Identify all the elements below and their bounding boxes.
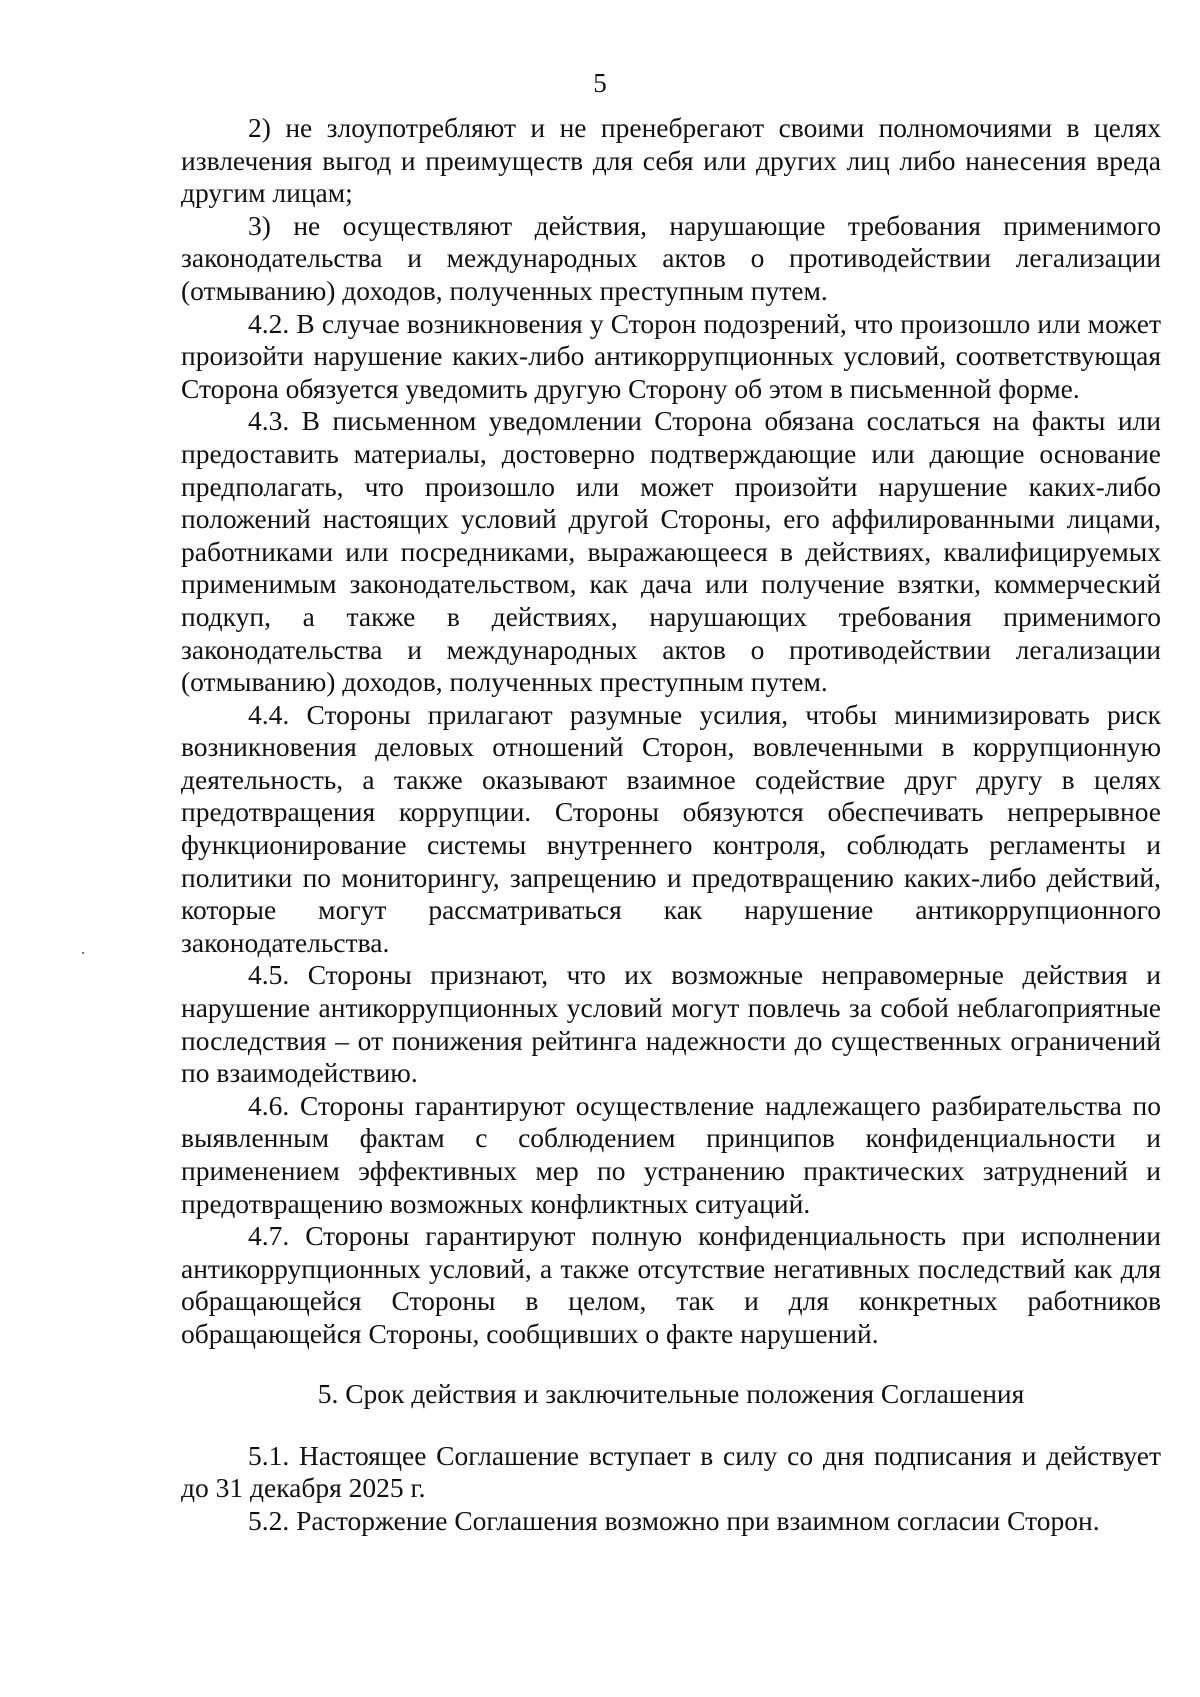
paragraph-item-3: 3) не осуществляют действия, нарушающие требования применимого законодательства и международных актов о противодействии легализации (отмыванию) доходов, полученных преступным путем.	[181, 209, 1161, 306]
paragraph-4-3: 4.3. В письменном уведомлении Сторона обязана сослаться на факты или предоставить материалы, достоверно подтверждающие или дающие основание предполагать, что произошло или может произойти нарушение каких-либо положений настоящих условий другой Стороны, его аффилированными лицами, работниками или посредниками, выражающееся в действиях, квалифицируемых применимым законодательством, как дача или получение взятки, коммерческий подкуп, а также в действиях, нарушающих требования применимого законодательства и международных актов о противодействии легализации (отмыванию) доходов, полученных преступным путем.	[181, 405, 1161, 698]
page-number: 5	[593, 68, 607, 98]
section-5-heading: 5. Срок действия и заключительные положения Соглашения	[317, 1377, 1025, 1409]
paragraph-4-5: 4.5. Стороны признают, что их возможные неправомерные действия и нарушение антикоррупционных условий могут повлечь за собой неблагоприятные последствия – от понижения рейтинга надежности до существенных ограничений по взаимодействию.	[181, 959, 1161, 1089]
paragraph-4-2: 4.2. В случае возникновения у Сторон подозрений, что произошло или может произойти нарушение каких-либо антикоррупционных условий, соответствующая Сторона обязуется уведомить другую Сторону об этом в письменной форме.	[181, 307, 1161, 404]
paragraph-5-2: 5.2. Расторжение Соглашения возможно при взаимном согласии Сторон.	[248, 1504, 1100, 1536]
scan-speck	[82, 952, 84, 954]
paragraph-4-6: 4.6. Стороны гарантируют осуществление надлежащего разбирательства по выявленным фактам с соблюдением принципов конфиденциальности и применением эффективных мер по устранению практических затруднений и предотвращению возможных конфликтных ситуаций.	[181, 1089, 1161, 1219]
document-body	[181, 112, 1161, 1537]
paragraph-item-2: 2) не злоупотребляют и не пренебрегают своими полномочиями в целях извлечения выгод и преимуществ для себя или других лиц либо нанесения вреда другим лицам;	[181, 112, 1161, 209]
paragraph-5-1: 5.1. Настоящее Соглашение вступает в силу со дня подписания и действует до 31 декабря 2025 г.	[181, 1439, 1161, 1504]
paragraph-4-7: 4.7. Стороны гарантируют полную конфиденциальность при исполнении антикоррупционных условий, а также отсутствие негативных последствий как для обращающейся Стороны в целом, так и для конкретных работников обращающейся Стороны, сообщивших о факте нарушений.	[181, 1220, 1161, 1349]
paragraph-4-4: 4.4. Стороны прилагают разумные усилия, чтобы минимизировать риск возникновения деловых отношений Сторон, вовлеченными в коррупционную деятельность, а также оказывают взаимное содействие друг другу в целях предотвращения коррупции. Стороны обязуются обеспечивать непрерывное функционирование системы внутреннего контроля, соблюдать регламенты и политики по мониторингу, запрещению и предотвращению каких-либо действий, которые могут рассматриваться как нарушение антикоррупционного законодательства.	[181, 698, 1161, 958]
